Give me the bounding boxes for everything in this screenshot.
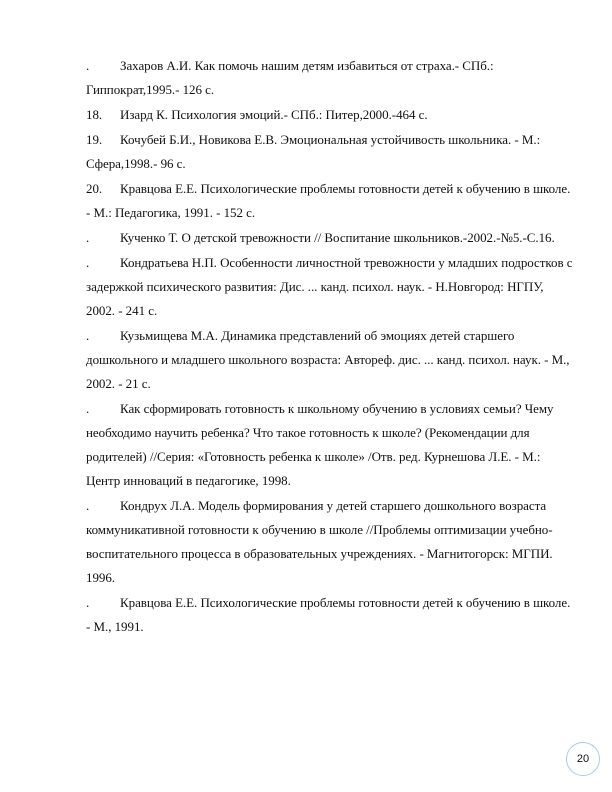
reference-number: 18. [86, 107, 103, 122]
reference-item [86, 128, 574, 176]
reference-text: Кученко Т. О детской тревожности // Воспитание школьников.-2002.-№5.-С.16. [120, 230, 555, 245]
reference-item [86, 591, 574, 639]
reference-text: Кузьмищева М.А. Динамика представлений об эмоциях детей старшего дошкольного и младшего школьного возраста: Автореф. дис. ... канд. психол. наук. - М., 2002. - 21 с. [86, 328, 570, 391]
reference-item [86, 324, 574, 396]
reference-number: . [86, 595, 90, 610]
reference-item [86, 54, 574, 102]
reference-text: Кондратьева Н.П. Особенности личностной тревожности у младших подростков с задержкой психического развития: Дис. ... канд. психол. наук. - Н.Новгород: НГПУ, 2002. - 241 с. [86, 255, 573, 318]
reference-number: . [86, 255, 90, 270]
page-number: 20 [576, 753, 590, 765]
reference-number: . [86, 401, 90, 416]
reference-text: Захаров А.И. Как помочь нашим детям избавиться от страха.- СПб.: Гиппократ,1995.- 126 с. [86, 58, 494, 97]
reference-number: . [86, 498, 90, 513]
reference-text: Кондрух Л.А. Модель формирования у детей старшего дошкольного возраста коммуникативной готовности к обучению в школе //Проблемы оптимизации учебно-воспитательного процесса в образовательных учреждениях. - Магнитогорск: МГПИ. 1996. [86, 498, 553, 585]
reference-list [86, 54, 574, 640]
reference-number: . [86, 230, 90, 245]
reference-item [86, 397, 574, 493]
reference-number: . [86, 328, 90, 343]
reference-item [86, 251, 574, 323]
reference-number: 20. [86, 181, 103, 196]
reference-text: Кочубей Б.И., Новикова Е.В. Эмоциональная устойчивость школьника. - М.: Сфера,1998.- 96 с. [86, 132, 541, 171]
reference-text: Как сформировать готовность к школьному обучению в условиях семьи? Чему необходимо научить ребенка? Что такое готовность к школе? (Рекомендации для родителей) //Серия: «Готовность ребенка к школе» /Отв. ред. Курнешова Л.Е. - М.: Центр инноваций в педагогике, 1998. [86, 401, 554, 488]
reference-number: 19. [86, 132, 103, 147]
reference-number: . [86, 58, 90, 73]
reference-item [86, 103, 574, 127]
reference-item [86, 226, 574, 250]
reference-text: Кравцова Е.Е. Психологические проблемы готовности детей к обучению в школе. - М., 1991. [86, 595, 571, 634]
page-number-badge [566, 742, 600, 776]
reference-item [86, 494, 574, 590]
reference-text: Кравцова Е.Е. Психологические проблемы готовности детей к обучению в школе. - М.: Педагогика, 1991. - 152 с. [86, 181, 571, 220]
reference-item [86, 177, 574, 225]
reference-text: Изард К. Психология эмоций.- СПб.: Питер,2000.-464 с. [120, 107, 428, 122]
